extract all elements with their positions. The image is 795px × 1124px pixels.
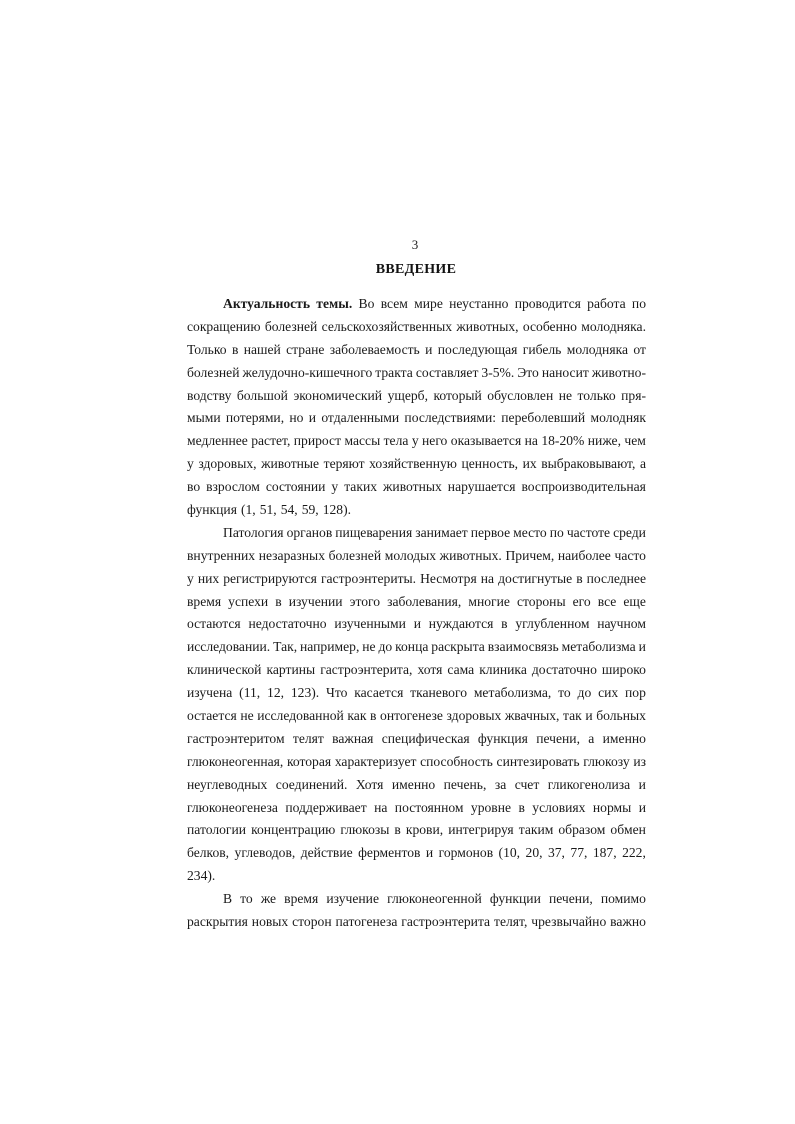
text-line: неуглеводных соединений. Хотя именно печень, за счет гликогенолиза и — [187, 776, 646, 792]
text-line: раскрытия новых сторон патогенеза гастроэнтерита телят, чрезвычайно важно — [187, 914, 646, 930]
text-line: мыми потерями, но и отдаленными последствиями: переболевший молодняк — [187, 410, 646, 426]
text-line: глюконеогенная, которая характеризует способность синтезировать глюкозу из — [187, 753, 646, 769]
text-line: водству большой экономический ущерб, который обусловлен не только пря- — [187, 387, 646, 403]
text-line: во взрослом состоянии у таких животных нарушается воспроизводительная — [187, 479, 646, 495]
page-number: 3 — [411, 237, 419, 252]
text-line: у здоровых, животные теряют хозяйственную ценность, их выбраковывают, а — [187, 456, 646, 472]
text-line: сокращению болезней сельскохозяйственных животных, особенно молодняка. — [187, 318, 646, 334]
paragraph — [187, 522, 646, 888]
section-title: ВВЕДЕНИЕ — [375, 262, 457, 277]
text-line: глюконеогенеза поддерживает на постоянном уровне в условиях нормы и — [187, 799, 646, 815]
paragraph — [187, 293, 646, 522]
text-line: внутренних незаразных болезней молодых животных. Причем, наиболее часто — [187, 547, 646, 563]
text-line: Патология органов пищеварения занимает первое место по частоте среди — [223, 524, 646, 540]
text-line: у них регистрируются гастроэнтериты. Несмотря на достигнутые в последнее — [187, 570, 646, 586]
text-line: В то же время изучение глюконеогенной функции печени, помимо — [223, 891, 646, 907]
text-line: клинической картины гастроэнтерита, хотя сама клиника достаточно широко — [187, 662, 646, 678]
text-line: патологии концентрацию глюкозы в крови, интегрируя таким образом обмен — [187, 822, 646, 838]
text-line: функция (1, 51, 54, 59, 128). — [187, 502, 352, 518]
text-line: остается не исследованной как в онтогенезе здоровых жвачных, так и больных — [187, 708, 646, 724]
text-line: изучена (11, 12, 123). Что касается тканевого метаболизма, то до сих пор — [187, 685, 646, 701]
text-line: медленнее растет, прирост массы тела у него оказывается на 18-20% ниже, чем — [187, 433, 646, 449]
body-text — [187, 293, 646, 934]
text-line: исследовании. Так, например, не до конца раскрыта взаимосвязь метаболизма и — [187, 639, 646, 655]
text-line: гастроэнтеритом телят важная специфическая функция печени, а именно — [187, 730, 646, 746]
text-line: болезней желудочно-кишечного тракта составляет 3-5%. Это наносит животно- — [187, 364, 646, 380]
text-line: время успехи в изучении этого заболевания, многие стороны его все еще — [187, 593, 646, 609]
text-line: остаются недостаточно изученными и нуждаются в углубленном научном — [187, 616, 646, 632]
text-line: Актуальность темы. Во всем мире неустанно проводится работа по — [223, 296, 646, 311]
text-line: Только в нашей стране заболеваемость и последующая гибель молодняка от — [187, 341, 646, 357]
paragraph — [187, 888, 646, 934]
text-line: белков, углеводов, действие ферментов и гормонов (10, 20, 37, 77, 187, 222, — [187, 845, 646, 861]
text-line: 234). — [187, 868, 216, 884]
